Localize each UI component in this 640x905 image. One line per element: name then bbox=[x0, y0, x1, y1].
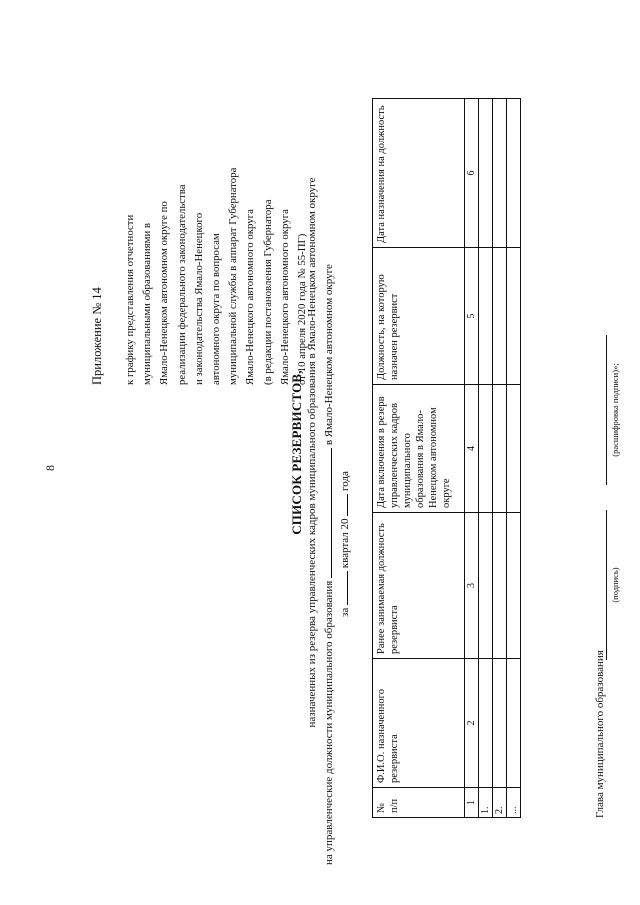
year-blank bbox=[338, 494, 348, 516]
column-number: 2 bbox=[465, 659, 479, 788]
signature-name-line bbox=[606, 335, 607, 485]
row-number: 2. bbox=[493, 788, 507, 818]
signature-label: Глава муниципального образования bbox=[594, 650, 606, 818]
subtitle-text-a: на управленческие должности муниципального образования bbox=[323, 580, 335, 865]
appendix-line: от 10 апреля 2020 года № 55-ПГ) bbox=[296, 233, 309, 385]
document-title: СПИСОК РЕЗЕРВИСТОВ, bbox=[289, 370, 304, 535]
table-cell bbox=[493, 99, 507, 248]
table-cell bbox=[479, 99, 493, 248]
table-cell bbox=[507, 248, 521, 385]
signature-name-caption: (расшифровка подписи)»; bbox=[610, 363, 620, 457]
table-row bbox=[507, 99, 521, 818]
table-row bbox=[479, 99, 493, 818]
appendix-line: и законодательства Ямало-Ненецкого bbox=[192, 212, 205, 385]
signature-line bbox=[606, 510, 607, 660]
reservists-table bbox=[372, 98, 521, 818]
row-number: 1. bbox=[479, 788, 493, 818]
table-cell bbox=[507, 659, 521, 788]
appendix-description bbox=[122, 25, 311, 385]
appendix-line: автономного округа по вопросам bbox=[210, 233, 223, 385]
column-number-row bbox=[465, 99, 479, 818]
document-subtitle-line2 bbox=[322, 264, 335, 865]
column-number: 6 bbox=[465, 99, 479, 248]
appendix-title: Приложение № 14 bbox=[90, 287, 104, 385]
period-middle: квартал 20 bbox=[339, 518, 351, 569]
header-number: № п/п bbox=[373, 788, 465, 818]
subtitle-text-b: в Ямало-Ненецком автономном округе bbox=[323, 264, 335, 446]
municipality-blank bbox=[322, 448, 332, 578]
table-cell bbox=[479, 248, 493, 385]
table-cell bbox=[493, 385, 507, 513]
table-cell bbox=[507, 385, 521, 513]
appendix-line: (в редакции постановления Губернатора bbox=[261, 199, 274, 385]
appendix-line: муниципальной службы в аппарат Губернатора bbox=[227, 167, 240, 385]
header-appointment-date: Дата назначения на должность bbox=[373, 99, 465, 248]
period-suffix: года bbox=[339, 471, 351, 491]
table-cell bbox=[479, 385, 493, 513]
appendix-line: Ямало-Ненецком автономном округе по bbox=[158, 201, 171, 385]
table-row bbox=[493, 99, 507, 818]
column-number: 4 bbox=[465, 385, 479, 513]
table-cell bbox=[507, 99, 521, 248]
table-header-row bbox=[373, 99, 465, 818]
appendix-line: реализации федерального законодательства bbox=[175, 184, 188, 385]
table-cell bbox=[479, 513, 493, 659]
document-subtitle: назначенных из резерва управленческих кадров муниципального образования в Ямало-Ненецком автономном округе bbox=[306, 177, 318, 728]
header-full-name: Ф.И.О. назначенного резервиста bbox=[373, 659, 465, 788]
period-prefix: за bbox=[339, 607, 351, 617]
header-new-position: Должность, на которую назначен резервист bbox=[373, 248, 465, 385]
header-previous-position: Ранее занимаемая должность резервиста bbox=[373, 513, 465, 659]
table-cell bbox=[507, 513, 521, 659]
table-cell bbox=[493, 248, 507, 385]
column-number: 5 bbox=[465, 248, 479, 385]
page-number: 8 bbox=[43, 465, 57, 471]
table-cell bbox=[493, 659, 507, 788]
appendix-line: Ямало-Ненецкого автономного округа bbox=[278, 209, 291, 385]
table-cell bbox=[493, 513, 507, 659]
appendix-line: Ямало-Ненецкого автономного округа bbox=[244, 209, 257, 385]
signature-caption: (подпись) bbox=[610, 567, 620, 603]
table-cell bbox=[479, 659, 493, 788]
reporting-period bbox=[338, 471, 351, 617]
row-number: ... bbox=[507, 788, 521, 818]
header-reserve-date: Дата включения в резерв управленческих кадров муниципального образования в Ямало-Ненецком автономном округе bbox=[373, 385, 465, 513]
appendix-line: муниципальными образованиями в bbox=[141, 222, 154, 385]
quarter-blank bbox=[338, 571, 348, 605]
column-number: 1 bbox=[465, 788, 479, 818]
column-number: 3 bbox=[465, 513, 479, 659]
appendix-line: к графику представления отчетности bbox=[124, 214, 136, 385]
